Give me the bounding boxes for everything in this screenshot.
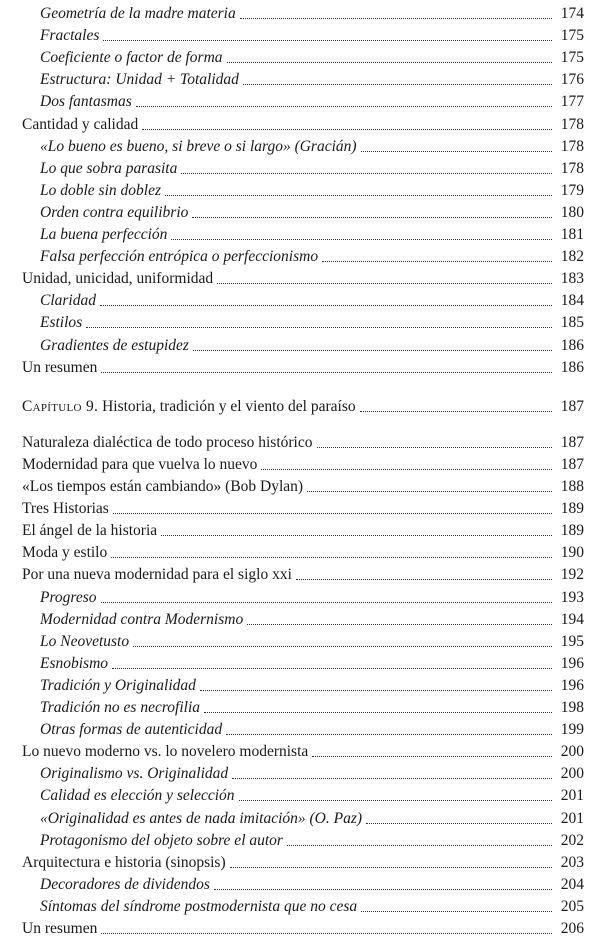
dot-leader <box>112 668 552 669</box>
entry-title: Gradientes de estupidez <box>40 336 189 354</box>
entry-title: Tradición y Originalidad <box>40 676 196 694</box>
subsection-entry <box>40 608 584 630</box>
dot-leader <box>312 756 552 757</box>
page-number: 177 <box>560 93 584 111</box>
section-entry <box>22 541 584 563</box>
subsection-entry <box>40 586 584 608</box>
subsection-entry <box>40 807 584 829</box>
page-number: 175 <box>560 49 584 67</box>
page-number: 179 <box>560 181 584 199</box>
section-entry <box>22 453 584 475</box>
dot-leader <box>322 261 552 262</box>
dot-leader <box>103 40 552 41</box>
entry-title: Estructura: Unidad + Totalidad <box>40 71 239 89</box>
page-number: 206 <box>560 920 584 937</box>
page-number: 198 <box>560 699 584 716</box>
dot-leader <box>317 447 553 448</box>
section-entry <box>22 113 584 135</box>
page-number: 186 <box>560 358 584 376</box>
dot-leader <box>247 624 552 625</box>
entry-title: Geometría de la madre materia <box>40 5 236 22</box>
entry-title: Decoradores de dividendos <box>40 875 210 893</box>
page-number: 201 <box>560 809 584 827</box>
entry-title: Arquitectura e historia (sinopsis) <box>22 853 226 871</box>
entry-title: Protagonismo del objeto sobre el autor <box>40 831 283 849</box>
dot-leader <box>307 491 552 492</box>
dot-leader <box>287 845 552 846</box>
page-number: 182 <box>560 248 584 266</box>
entry-title: Dos fantasmas <box>40 93 132 111</box>
section-entry <box>22 497 584 519</box>
entry-title: Otras formas de autenticidad <box>40 721 223 739</box>
page-number: 202 <box>560 831 584 849</box>
dot-leader <box>361 911 552 912</box>
subsection-entry <box>40 90 584 112</box>
entry-title: Originalismo vs. Originalidad <box>40 765 229 783</box>
subsection-entry <box>40 674 584 696</box>
subsection-entry <box>40 24 584 46</box>
entry-title: Tres Historias <box>22 500 109 518</box>
entry-title: Unidad, unicidad, uniformidad <box>22 270 214 288</box>
page-number: 185 <box>560 314 584 332</box>
entry-title: «Originalidad es antes de nada imitación» (O. Paz) <box>40 809 363 827</box>
dot-leader <box>360 411 552 412</box>
page-number: 181 <box>560 226 584 243</box>
dot-leader <box>227 62 552 63</box>
dot-leader <box>101 372 552 373</box>
section-entry <box>22 851 584 873</box>
entry-title: Un resumen <box>22 920 98 937</box>
page-number: 199 <box>560 721 584 739</box>
entry-title: Progreso <box>40 588 97 606</box>
subsection-entry <box>40 895 584 917</box>
page-number: 196 <box>560 654 584 672</box>
dot-leader <box>101 933 552 934</box>
entry-title: «Los tiempos están cambiando» (Bob Dylan) <box>22 478 304 495</box>
dot-leader <box>100 305 552 306</box>
page-number: 196 <box>560 676 584 694</box>
subsection-entry <box>40 223 584 245</box>
entry-title: Cantidad y calidad <box>22 115 139 133</box>
page-number: 192 <box>560 566 584 584</box>
entry-title: Un resumen <box>22 358 98 376</box>
entry-title: Lo que sobra parasita <box>40 159 178 177</box>
page-number: 184 <box>560 292 584 310</box>
section-entry <box>22 917 584 939</box>
page-number: 205 <box>560 897 584 915</box>
dot-leader <box>214 889 552 890</box>
page-number: 200 <box>560 765 584 783</box>
page-number: 180 <box>560 203 584 221</box>
page-number: 189 <box>560 500 584 518</box>
subsection-entry <box>40 718 584 740</box>
section-entry <box>22 563 584 585</box>
dot-leader <box>230 867 552 868</box>
page-number: 201 <box>560 787 584 805</box>
dot-leader <box>204 712 552 713</box>
entry-title: El ángel de la historia <box>22 522 158 540</box>
section-entry <box>22 431 584 453</box>
dot-leader <box>161 535 552 536</box>
entry-title: Por una nueva modernidad para el siglo xxi <box>22 566 292 584</box>
entry-title: Orden contra equilibrio <box>40 203 189 221</box>
entry-title: Claridad <box>40 292 96 310</box>
page-number: 176 <box>560 71 584 89</box>
subsection-entry <box>40 873 584 895</box>
dot-leader <box>261 469 552 470</box>
subsection-entry <box>40 135 584 157</box>
entry-title: Modernidad contra Modernismo <box>40 610 244 628</box>
entry-title: Falsa perfección entrópica o perfeccionismo <box>40 248 319 266</box>
entry-title: Lo nuevo moderno vs. lo novelero modernista <box>22 743 309 761</box>
entry-title: Modernidad para que vuelva lo nuevo <box>22 455 258 473</box>
page-number: 193 <box>560 588 584 606</box>
section-entry <box>22 356 584 378</box>
page-number: 187 <box>560 397 584 415</box>
entry-title: Síntomas del síndrome postmodernista que no cesa <box>40 897 358 915</box>
entry-title: Moda y estilo <box>22 544 108 562</box>
page-number: 204 <box>560 875 584 893</box>
page-number: 187 <box>560 455 584 473</box>
dot-leader <box>240 18 552 19</box>
subsection-entry <box>40 829 584 851</box>
page-number: 188 <box>560 478 584 495</box>
page-number: 174 <box>560 5 584 22</box>
entry-title <box>22 397 356 417</box>
entry-title: Tradición no es necrofilia <box>40 699 201 716</box>
section-entry <box>22 475 584 497</box>
subsection-entry <box>40 762 584 784</box>
page-number: 186 <box>560 336 584 354</box>
page-number: 203 <box>560 853 584 871</box>
page-number: 183 <box>560 270 584 288</box>
subsection-entry <box>40 784 584 806</box>
subsection-entry <box>40 46 584 68</box>
subsection-entry <box>40 157 584 179</box>
subsection-entry <box>40 696 584 718</box>
subsection-entry <box>40 652 584 674</box>
entry-title: Calidad es elección y selección <box>40 787 235 805</box>
subsection-entry <box>40 201 584 223</box>
entry-title: Naturaleza dialéctica de todo proceso histórico <box>22 433 313 451</box>
dot-leader <box>142 129 552 130</box>
page-number: 190 <box>560 544 584 562</box>
dot-leader <box>193 350 552 351</box>
dot-leader <box>86 327 552 328</box>
chapter-title: Historia, tradición y el viento del paraíso <box>102 397 356 415</box>
page-number: 178 <box>560 159 584 177</box>
dot-leader <box>136 106 552 107</box>
subsection-entry <box>40 2 584 24</box>
entry-title: Estilos <box>40 314 83 332</box>
entry-title: Esnobismo <box>40 654 109 672</box>
dot-leader <box>200 690 552 691</box>
dot-leader <box>165 195 552 196</box>
entry-title: Lo Neovetusto <box>40 632 130 650</box>
page-number: 189 <box>560 522 584 540</box>
page-number: 187 <box>560 433 584 451</box>
entry-title: La buena perfección <box>40 226 168 243</box>
section-entry <box>22 740 584 762</box>
subsection-entry <box>40 334 584 356</box>
page-number: 195 <box>560 632 584 650</box>
dot-leader <box>113 513 552 514</box>
page-number: 178 <box>560 137 584 155</box>
subsection-entry <box>40 630 584 652</box>
page-number: 178 <box>560 115 584 133</box>
section-entry <box>22 519 584 541</box>
dot-leader <box>192 217 552 218</box>
entry-title: Coeficiente o factor de forma <box>40 49 223 67</box>
entry-title: Lo doble sin doblez <box>40 181 161 199</box>
dot-leader <box>296 579 552 580</box>
subsection-entry <box>40 68 584 90</box>
dot-leader <box>217 283 552 284</box>
entry-title: Fractales <box>40 27 100 45</box>
entry-title: «Lo bueno es bueno, si breve o si largo» (Gracián) <box>40 137 357 155</box>
subsection-entry <box>40 179 584 201</box>
subsection-entry <box>40 311 584 333</box>
dot-leader <box>111 557 552 558</box>
subsection-entry <box>40 245 584 267</box>
dot-leader <box>181 173 552 174</box>
page-number: 200 <box>560 743 584 761</box>
dot-leader <box>101 602 552 603</box>
page-number: 194 <box>560 610 584 628</box>
dot-leader <box>243 84 552 85</box>
dot-leader <box>366 823 552 824</box>
page-number: 175 <box>560 27 584 45</box>
dot-leader <box>361 151 552 152</box>
dot-leader <box>171 239 552 240</box>
dot-leader <box>239 800 552 801</box>
dot-leader <box>232 778 552 779</box>
chapter-entry <box>22 395 584 417</box>
dot-leader <box>226 734 552 735</box>
subsection-entry <box>40 289 584 311</box>
chapter-label: Capítulo 9. <box>22 397 99 415</box>
section-entry <box>22 267 584 289</box>
dot-leader <box>133 646 552 647</box>
